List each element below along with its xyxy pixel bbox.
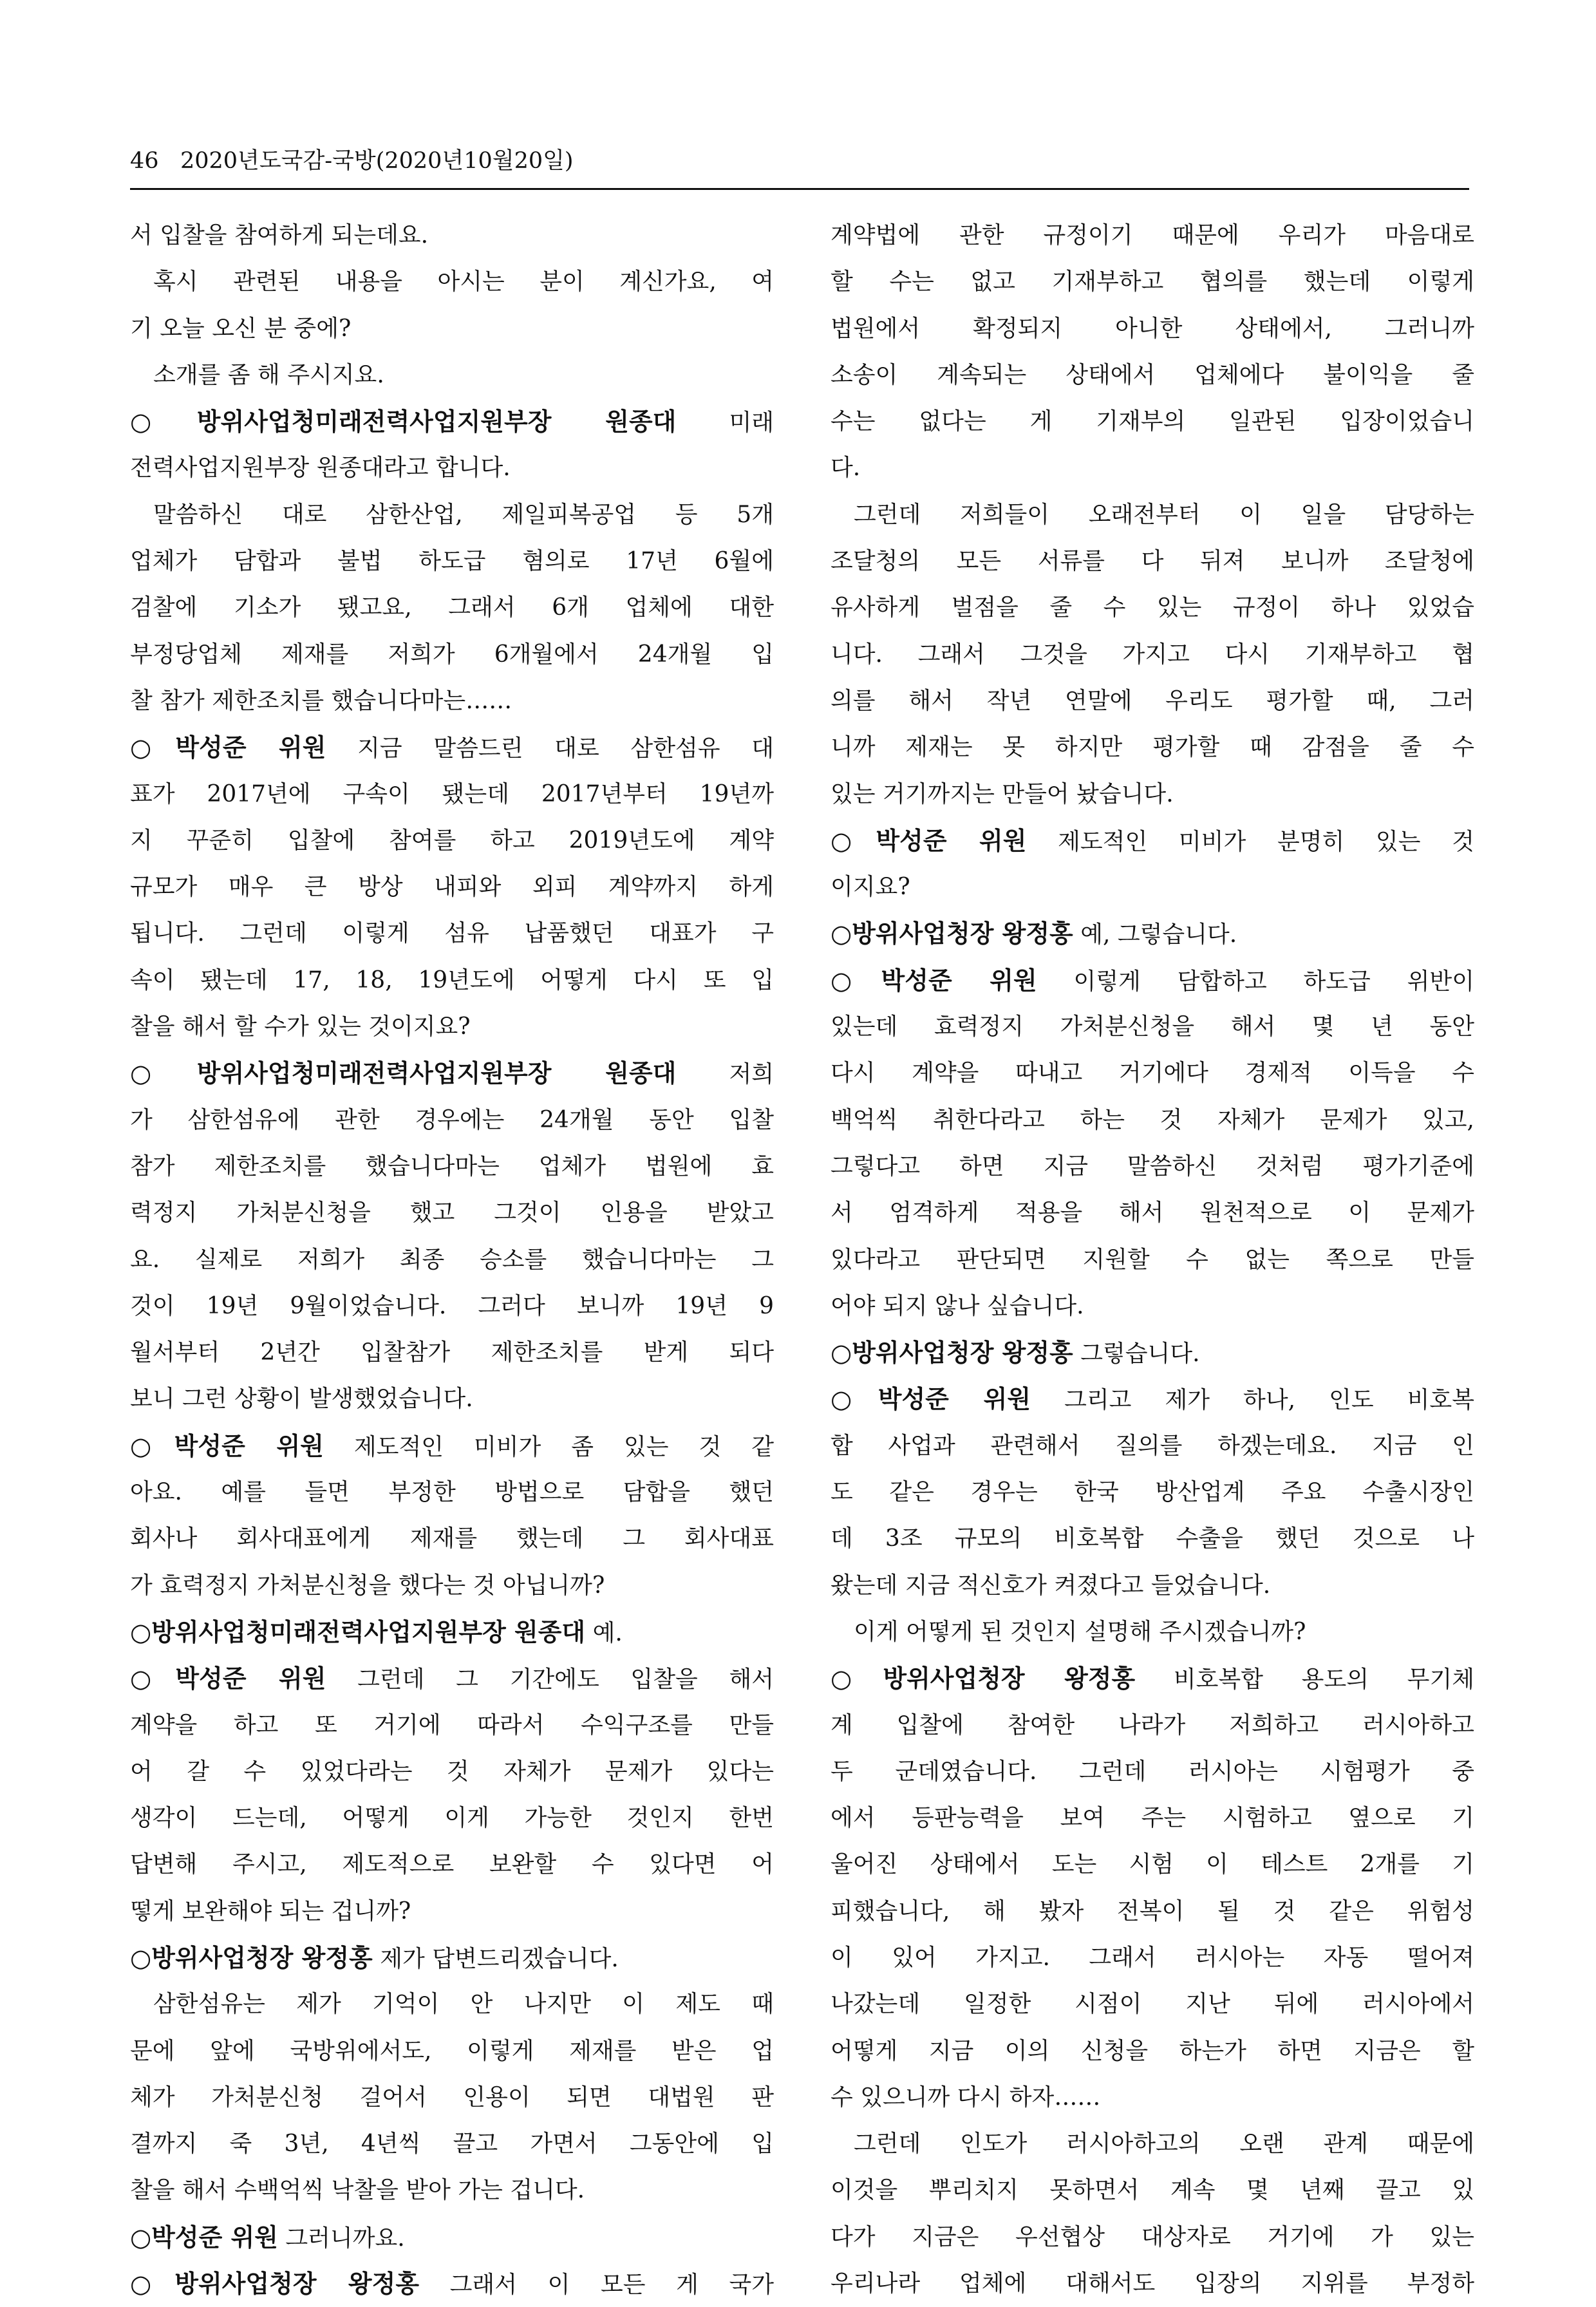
line-text: 도 같은 경우는 한국 방산업계 주요 수출시장인 [831,1479,1474,1506]
line-text: 속이 됐는데 17, 18, 19년도에 어떻게 다시 또 입 [130,966,774,993]
speaker-name: ○방위사업청장 왕정홍 [130,1943,373,1972]
line-text: 우리나라 업체에 대해서도 입장의 지위를 부정하 [831,2270,1474,2297]
page-number: 46 [130,148,159,174]
text-line [831,957,1474,1004]
text-line [130,1516,774,1562]
text-line [831,1655,1474,1702]
text-line [130,1749,774,1795]
text-line [130,957,774,1004]
line-text: 다가 지금은 우선협상 대상자로 거기에 가 있는 [831,2223,1474,2250]
line-text: 검찰에 기소가 됐고요, 그래서 6개 업체에 대한 [130,594,774,621]
line-text: 울어진 상태에서 도는 시험 이 테스트 2개를 기 [831,1851,1474,1878]
line-text: 소개를 좀 해 주시지요. [153,361,384,388]
text-line [831,1888,1474,1935]
text-line [831,1097,1474,1144]
line-text: 저희 [676,1061,774,1088]
speaker-name: ○박성준 위원 [831,826,1027,855]
line-text: 계약을 하고 또 거기에 따라서 수익구조를 만들 [130,1711,774,1738]
text-line [831,864,1474,910]
text-line [831,259,1474,305]
line-text: 합 사업과 관련해서 질의를 하겠는데요. 지금 인 [831,1432,1474,1459]
text-line [130,1097,774,1144]
text-line [831,1050,1474,1097]
text-line [831,2261,1474,2307]
text-line [130,2214,774,2261]
text-line [130,585,774,631]
line-text: 회사나 회사대표에게 제재를 했는데 그 회사대표 [130,1525,774,1552]
page-header [130,143,1469,175]
line-text: 것이 19년 9월이었습니다. 그러다 보니까 19년 9 [130,1292,774,1319]
line-text: 다. [831,455,861,482]
speaker-name: ○방위사업청장 왕정홍 [831,1664,1136,1693]
text-line [831,1237,1474,1283]
text-line [130,724,774,771]
text-line [831,2075,1474,2121]
line-text: 말씀하신 대로 삼한산업, 제일피복공업 등 5개 [153,501,774,528]
text-line [130,538,774,585]
text-line [130,1423,774,1469]
line-text: 그래서 이 모든 게 국가 [419,2272,774,2299]
text-line [130,1469,774,1516]
line-text: 에서 등판능력을 보여 주는 시험하고 옆으로 기 [831,1805,1474,1832]
line-text: 두 군데였습니다. 그런데 러시아는 시험평가 중 [831,1758,1474,1785]
text-line [130,445,774,491]
line-text: 제가 답변드리겠습니다. [372,1945,619,1972]
line-text: 답변해 주시고, 제도적으로 보완할 수 있다면 어 [130,1851,774,1878]
text-line [831,632,1474,678]
line-text: 어떻게 지금 이의 신청을 하는가 하면 지금은 할 [831,2037,1474,2064]
text-line [130,1237,774,1283]
line-text: 그렇다고 하면 지금 말씀하신 것처럼 평가기준에 [831,1153,1474,1180]
line-text: 찰 참가 제한조치를 했습니다마는…… [130,687,512,714]
text-line [831,1190,1474,1236]
text-line [130,1609,774,1655]
text-line [831,2028,1474,2075]
header-rule [130,188,1469,190]
text-line [130,1655,774,1702]
text-line [831,1981,1474,2028]
text-line [831,910,1474,957]
line-text: 이게 어떻게 된 것인지 설명해 주시겠습니까? [854,1618,1306,1645]
line-text: 그리고 제가 하나, 인도 비호복 [1031,1387,1474,1414]
line-text: 아요. 예를 들면 부정한 방법으로 담합을 했던 [130,1479,774,1506]
line-text: 규모가 매우 큰 방상 내피와 외피 계약까지 하게 [130,874,774,901]
text-line [831,724,1474,771]
line-text: 수는 없다는 게 기재부의 일관된 입장이었습니 [831,408,1474,435]
text-line [130,2121,774,2167]
text-line [130,399,774,445]
line-text: 이지요? [831,874,910,901]
text-line [831,1283,1474,1330]
line-text: 있는 거기까지는 만들어 놨습니다. [831,780,1174,807]
text-line [831,1376,1474,1422]
line-text: 그렇습니다. [1073,1341,1200,1368]
line-text: 비호복합 용도의 무기체 [1135,1666,1474,1693]
text-line [831,678,1474,724]
line-text: 떻게 보완해야 되는 겁니까? [130,1897,411,1925]
line-text: 문에 앞에 국방위에서도, 이렇게 제재를 받은 업 [130,2037,774,2064]
text-line [130,678,774,724]
line-text: 수 있으니까 다시 하자…… [831,2084,1101,2111]
line-text: 찰을 해서 수백억씩 낙찰을 받아 가는 겁니다. [130,2177,585,2204]
line-text: 삼한섬유는 제가 기억이 안 나지만 이 제도 때 [153,1991,774,2018]
text-line [130,818,774,864]
line-text: 제도적인 미비가 좀 있는 것 같 [323,1433,774,1460]
text-line [130,2075,774,2121]
speaker-name: ○방위사업청장 왕정홍 [831,1339,1073,1368]
text-line [130,1144,774,1190]
line-text: 서 입찰을 참여하게 되는데요. [130,222,429,249]
text-line [831,2214,1474,2261]
line-text: 생각이 드는데, 어떻게 이게 가능한 것인지 한번 [130,1805,774,1832]
left-column [130,212,774,2307]
text-line [130,1563,774,1609]
text-line [130,1795,774,1841]
text-line [831,2167,1474,2214]
text-line [831,1330,1474,1376]
line-text: 전력사업지원부장 원종대라고 합니다. [130,455,511,482]
line-text: 요. 실제로 저희가 최종 승소를 했습니다마는 그 [130,1246,774,1273]
text-line [130,1330,774,1376]
speaker-name: ○방위사업청미래전력사업지원부장 원종대 [130,408,677,437]
line-text: 지금 말씀드린 대로 삼한섬유 대 [326,735,774,762]
line-text: 계 입찰에 참여한 나라가 저희하고 러시아하고 [831,1711,1474,1738]
line-text: 체가 가처분신청 걸어서 인용이 되면 대법원 판 [130,2084,774,2111]
text-line [130,1283,774,1330]
speaker-name: ○박성준 위원 [130,1431,324,1460]
line-text: 참가 제한조치를 했습니다마는 업체가 법원에 효 [130,1153,774,1180]
text-line [831,1841,1474,1888]
text-line [130,1981,774,2028]
line-text: 조달청의 모든 서류를 다 뒤져 보니까 조달청에 [831,548,1474,575]
text-line [831,1144,1474,1190]
line-text: 부정당업체 제재를 저희가 6개월에서 24개월 입 [130,641,774,668]
text-line [831,1516,1474,1562]
text-line [130,910,774,957]
text-line [831,1563,1474,1609]
line-text: 할 수는 없고 기재부하고 협의를 했는데 이렇게 [831,268,1474,296]
line-text: 그런데 인도가 러시아하고의 오랜 관계 때문에 [854,2131,1474,2158]
line-text: 나갔는데 일정한 시점이 지난 뒤에 러시아에서 [831,1991,1474,2018]
line-text: 찰을 해서 할 수가 있는 것이지요? [130,1013,471,1041]
text-line [831,1795,1474,1841]
line-text: 왔는데 지금 적신호가 켜졌다고 들었습니다. [831,1572,1271,1599]
line-text: 지 꾸준히 입찰에 참여를 하고 2019년도에 계약 [130,827,774,854]
line-text: 그런데 그 기간에도 입찰을 해서 [326,1666,774,1693]
text-line [831,1935,1474,1981]
line-text: 예, 그렇습니다. [1073,921,1237,948]
speaker-name: ○박성준 위원 [130,1664,326,1693]
text-line [831,585,1474,631]
speaker-name: ○방위사업청장 왕정홍 [130,2270,420,2299]
text-line [130,1888,774,1935]
text-line [831,1749,1474,1795]
line-text: 이렇게 담합하고 하도급 위반이 [1037,968,1474,995]
line-text: 서 엄격하게 적용을 해서 원천적으로 이 문제가 [831,1200,1474,1227]
text-line [130,1376,774,1422]
text-line [130,2167,774,2214]
line-text: 제도적인 미비가 분명히 있는 것 [1026,828,1474,855]
line-text: 됩니다. 그런데 이렇게 섬유 납품했던 대표가 구 [130,920,774,947]
text-line [130,864,774,910]
running-title: 2020년도국감-국방(2020년10월20일) [180,148,574,174]
text-line [130,1004,774,1050]
line-text: 가 삼한섬유에 관한 경우에는 24개월 동안 입찰 [130,1106,774,1133]
line-text: 피했습니다, 해 봤자 전복이 될 것 같은 위험성 [831,1897,1474,1925]
text-line [831,818,1474,864]
text-line [130,1935,774,1981]
text-line [130,306,774,352]
line-text: 그런데 저희들이 오래전부터 이 일을 담당하는 [854,501,1474,528]
text-line [130,1050,774,1097]
text-line [831,352,1474,399]
text-line [831,492,1474,538]
line-text: 니까 제재는 못 하지만 평가할 때 감점을 줄 수 [831,734,1474,761]
speaker-name: ○방위사업청미래전력사업지원부장 원종대 [130,1617,586,1646]
line-text: 보니 그런 상황이 발생했었습니다. [130,1386,473,1413]
line-text: 의를 해서 작년 연말에 우리도 평가할 때, 그러 [831,687,1474,714]
text-line [831,445,1474,491]
text-line [831,399,1474,445]
text-line [831,1609,1474,1655]
line-text: 예. [585,1619,623,1646]
text-line [831,2121,1474,2167]
line-text: 혹시 관련된 내용을 아시는 분이 계신가요, 여 [153,268,774,296]
right-column [831,212,1474,2307]
text-line [130,352,774,399]
line-text: 있다라고 판단되면 지원할 수 없는 쪽으로 만들 [831,1246,1474,1273]
line-text: 표가 2017년에 구속이 됐는데 2017년부터 19년까 [130,780,774,807]
text-line [130,632,774,678]
line-text: 어야 되지 않나 싶습니다. [831,1292,1084,1319]
speaker-name: ○방위사업청미래전력사업지원부장 원종대 [130,1059,677,1088]
speaker-name: ○박성준 위원 [831,966,1037,995]
line-text: 업체가 담합과 불법 하도급 혐의로 17년 6월에 [130,548,774,575]
speaker-name: ○방위사업청장 왕정홍 [831,919,1073,948]
line-text: 력정지 가처분신청을 했고 그것이 인용을 받았고 [130,1200,774,1227]
speaker-name: ○박성준 위원 [130,2223,278,2252]
text-line [130,1190,774,1236]
text-line [130,771,774,818]
text-line [130,1702,774,1749]
line-text: 다시 계약을 따내고 거기에다 경제적 이득을 수 [831,1060,1474,1087]
line-text: 미래 [676,410,774,437]
line-text: 기 오늘 오신 분 중에? [130,315,352,342]
speaker-name: ○박성준 위원 [831,1385,1031,1414]
text-line [831,1702,1474,1749]
text-line [831,771,1474,818]
line-text: 백억씩 취한다라고 하는 것 자체가 문제가 있고, [831,1106,1474,1133]
text-line [831,538,1474,585]
text-line [130,1841,774,1888]
line-text: 월서부터 2년간 입찰참가 제한조치를 받게 되다 [130,1339,774,1366]
line-text: 법원에서 확정되지 아니한 상태에서, 그러니까 [831,315,1474,342]
line-text: 니다. 그래서 그것을 가지고 다시 기재부하고 협 [831,641,1474,668]
text-line [130,259,774,305]
line-text: 결까지 죽 3년, 4년씩 끌고 가면서 그동안에 입 [130,2131,774,2158]
line-text: 유사하게 벌점을 줄 수 있는 규정이 하나 있었습 [831,594,1474,621]
line-text: 이것을 뿌리치지 못하면서 계속 몇 년째 끌고 있 [831,2177,1474,2204]
line-text: 어 갈 수 있었다라는 것 자체가 문제가 있다는 [130,1758,774,1785]
line-text: 이 있어 가지고. 그래서 러시아는 자동 떨어져 [831,1944,1474,1971]
text-line [130,492,774,538]
line-text: 계약법에 관한 규정이기 때문에 우리가 마음대로 [831,222,1474,249]
speaker-name: ○박성준 위원 [130,733,326,762]
text-line [831,1469,1474,1516]
line-text: 그러니까요. [277,2225,405,2252]
text-line [831,1423,1474,1469]
text-line [831,1004,1474,1050]
text-line [130,2261,774,2307]
text-line [130,2028,774,2075]
text-line [831,212,1474,259]
text-line [130,212,774,259]
line-text: 데 3조 규모의 비호복합 수출을 했던 것으로 나 [831,1525,1474,1552]
text-line [831,306,1474,352]
line-text: 소송이 계속되는 상태에서 업체에다 불이익을 줄 [831,361,1474,388]
line-text: 가 효력정지 가처분신청을 했다는 것 아닙니까? [130,1572,605,1599]
line-text: 있는데 효력정지 가처분신청을 해서 몇 년 동안 [831,1013,1474,1041]
